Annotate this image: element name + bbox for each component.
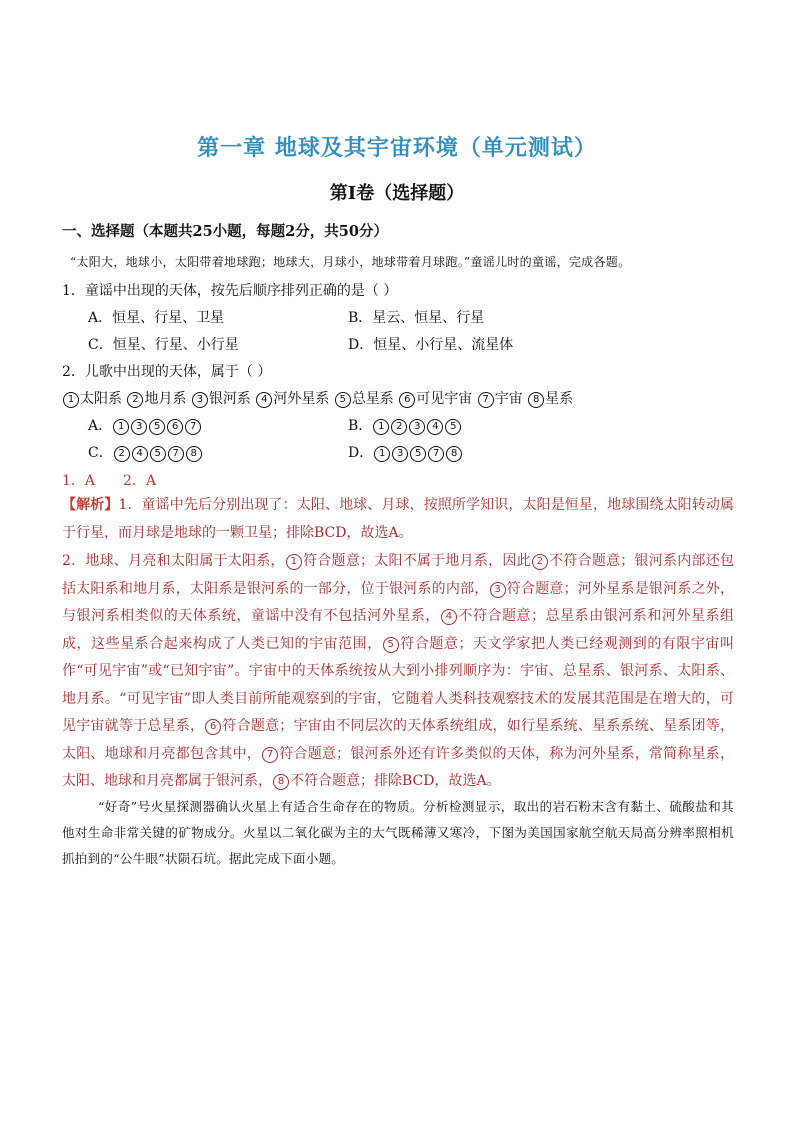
passage-mars: “好奇”号火星探测器确认火星上有适合生命存在的物质。分析检测显示，取出的岩石粉末含有黏土、硫酸盐和其他对生命非常关键的矿物成分。火星以二氧化碳为主的大气既稀薄又寒冷，下图为美国国家航空航天局高分辨率照相机抓拍到的“公牛眼”状陨石坑。据此完成下面小题。 xyxy=(62,799,734,866)
q2-item: 5 总星系 xyxy=(334,391,394,407)
q2-option-a: A． 1 3 5 6 7 xyxy=(88,415,202,435)
q1-option-d: D．恒星、小行星、流星体 xyxy=(348,337,514,353)
q2-item: 3 银河系 xyxy=(191,391,251,407)
q2-item: 6 可见宇宙 xyxy=(398,391,472,407)
q2-item: 1 太阳系 xyxy=(62,391,122,407)
answer-2: 2．A xyxy=(123,473,157,489)
section-heading: 一、选择题（本题共25小题，每题2分，共50分） xyxy=(62,223,388,240)
passage-intro: “太阳大，地球小，太阳带着地球跑；地球大，月球小，地球带着月球跑。”童谣儿时的童谣，完成各题。 xyxy=(70,255,631,269)
q2-item: 4 河外星系 xyxy=(255,391,329,407)
q1-option-c: C．恒星、行星、小行星 xyxy=(88,337,239,353)
q2-option-d: D． 1 3 5 7 8 xyxy=(348,442,463,462)
answer-1: 1．A xyxy=(62,473,96,489)
q2-item: 2 地月系 xyxy=(126,391,186,407)
explanation-tag: 【解析】 xyxy=(62,497,119,513)
q2-option-b: B． 1 2 3 4 5 xyxy=(348,415,462,435)
q2-item: 7 宇宙 xyxy=(477,391,523,407)
explanation-1: 【解析】1．童谣中先后分别出现了：太阳、地球、月球，按照所学知识，太阳是恒星，地球围绕太阳转动属于行星，而月球是地球的一颗卫星；排除BCD，故选A。 xyxy=(62,497,735,541)
chapter-title: 第一章 地球及其宇宙环境（单元测试） xyxy=(197,136,597,161)
q2-item: 8 星系 xyxy=(527,391,573,407)
explanation-2: 2．地球、月亮和太阳属于太阳系， 1 符合题意；太阳不属于地月系，因此 2 不符合题意；银河系内部还包括太阳系和地月系，太阳系是银河系的一部分，位于银河系的内部， 3 符合题意；河外星系是银河系之外，与银河系相类似的天体系统，童谣中没有不包括河外星系， 4 不符合题意；总星系由银河系和河外星系组成，这些星系合起来构成了人类已知的宇宙范围， 5 符合题意；天文学家把人类已经观测到的有限宇宙叫作“可见宇宙”或“已知宇宙”。宇宙中的天体系统按从大到小排列顺序为：宇宙、总星系、银河系、太阳系、地月系。“可见宇宙”即人类目前所能观察到的宇宙，它随着人类科技观察技术的发展其范围是在增大的，可见宇宙就等于总星系， 6 符合题意；宇宙由不同层次的天体系统组成，如行星系统、星系系统、星系团等，太阳、地球和月亮都包含其中， 7 符合题意；银河系外还有许多类似的天体，称为河外星系，常简称星系，太阳、地球和月亮都属于银河系， 8 不符合题意；排除BCD，故选A。 xyxy=(62,553,735,789)
volume-subtitle: 第Ⅰ卷（选择题） xyxy=(329,183,465,204)
answer-key xyxy=(62,470,184,490)
question-1-stem: 1．童谣中出现的天体，按先后顺序排列正确的是（ ） xyxy=(62,283,398,299)
q1-option-b: B．星云、恒星、行星 xyxy=(348,310,485,326)
question-2-stem: 2．儿歌中出现的天体，属于（ ） xyxy=(62,364,272,380)
q2-item-list xyxy=(62,388,573,408)
q2-option-c: C． 2 4 5 7 8 xyxy=(88,442,203,462)
q1-option-a: A．恒星、行星、卫星 xyxy=(88,310,225,326)
